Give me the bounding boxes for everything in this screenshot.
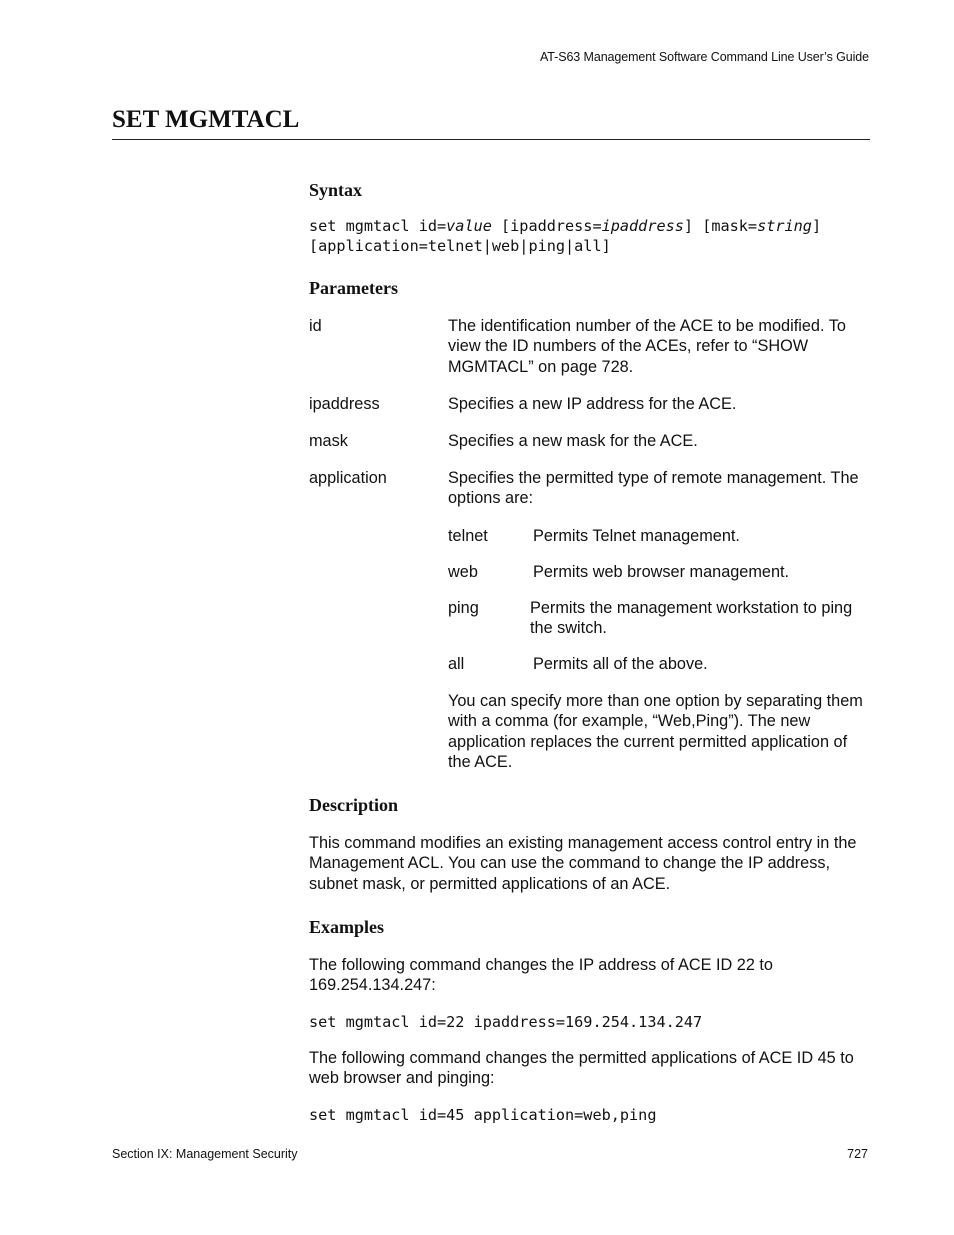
- syntax-mid2: ] [mask=: [683, 217, 758, 235]
- option-name-ping: ping: [448, 599, 479, 617]
- param-desc-application: Specifies the permitted type of remote management. The options are:: [448, 469, 859, 508]
- option-name-telnet: telnet: [448, 527, 488, 545]
- syntax-string-placeholder: string: [757, 217, 812, 235]
- parameters-heading: Parameters: [309, 278, 398, 298]
- param-name-ipaddress: ipaddress: [309, 395, 380, 413]
- title-rule: [112, 139, 870, 140]
- example-2-text: The following command changes the permitted applications of ACE ID 45 to web browser and pinging:: [309, 1049, 854, 1088]
- description-heading: Description: [309, 795, 398, 815]
- option-desc-telnet: Permits Telnet management.: [533, 527, 740, 545]
- option-desc-web: Permits web browser management.: [533, 563, 790, 581]
- syntax-end: ]: [811, 217, 822, 235]
- option-desc-all: Permits all of the above.: [533, 655, 708, 673]
- page-title: SET MGMTACL: [112, 106, 300, 133]
- syntax-line-2: [application=telnet|web|ping|all]: [309, 237, 611, 255]
- param-desc-id: The identification number of the ACE to be modified. To view the ID numbers of the ACEs, refer to “SHOW MGMTACL” on page 728.: [448, 317, 846, 376]
- example-1-code: set mgmtacl id=22 ipaddress=169.254.134.247: [309, 1013, 703, 1031]
- syntax-line-1: [309, 216, 821, 236]
- description-text: This command modifies an existing management access control entry in the Management ACL. You can use the command to change the IP address, subnet mask, or permitted applications of an ACE.: [309, 834, 857, 893]
- option-name-all: all: [448, 655, 465, 673]
- syntax-cmd: set mgmtacl id=: [309, 217, 447, 235]
- syntax-value-placeholder: value: [446, 217, 492, 235]
- footer-page-number: 727: [847, 1147, 868, 1161]
- param-name-mask: mask: [309, 432, 348, 450]
- param-desc-mask: Specifies a new mask for the ACE.: [448, 432, 698, 450]
- syntax-mid1: [ipaddress=: [491, 217, 602, 235]
- param-desc-ipaddress: Specifies a new IP address for the ACE.: [448, 395, 737, 413]
- running-header: AT-S63 Management Software Command Line User’s Guide: [540, 50, 869, 64]
- syntax-heading: Syntax: [309, 180, 363, 200]
- param-name-id: id: [309, 317, 322, 335]
- option-desc-ping: Permits the management workstation to ping the switch.: [530, 599, 853, 638]
- example-1-text: The following command changes the IP address of ACE ID 22 to 169.254.134.247:: [309, 956, 773, 995]
- examples-heading: Examples: [309, 917, 385, 937]
- application-note: You can specify more than one option by separating them with a comma (for example, “Web,Ping”). The new application replaces the current permitted application of the ACE.: [448, 692, 863, 771]
- example-2-code: set mgmtacl id=45 application=web,ping: [309, 1106, 657, 1124]
- param-name-application: application: [309, 469, 387, 487]
- option-name-web: web: [448, 563, 478, 581]
- syntax-ipaddress-placeholder: ipaddress: [601, 217, 684, 235]
- footer-section: Section IX: Management Security: [112, 1147, 298, 1161]
